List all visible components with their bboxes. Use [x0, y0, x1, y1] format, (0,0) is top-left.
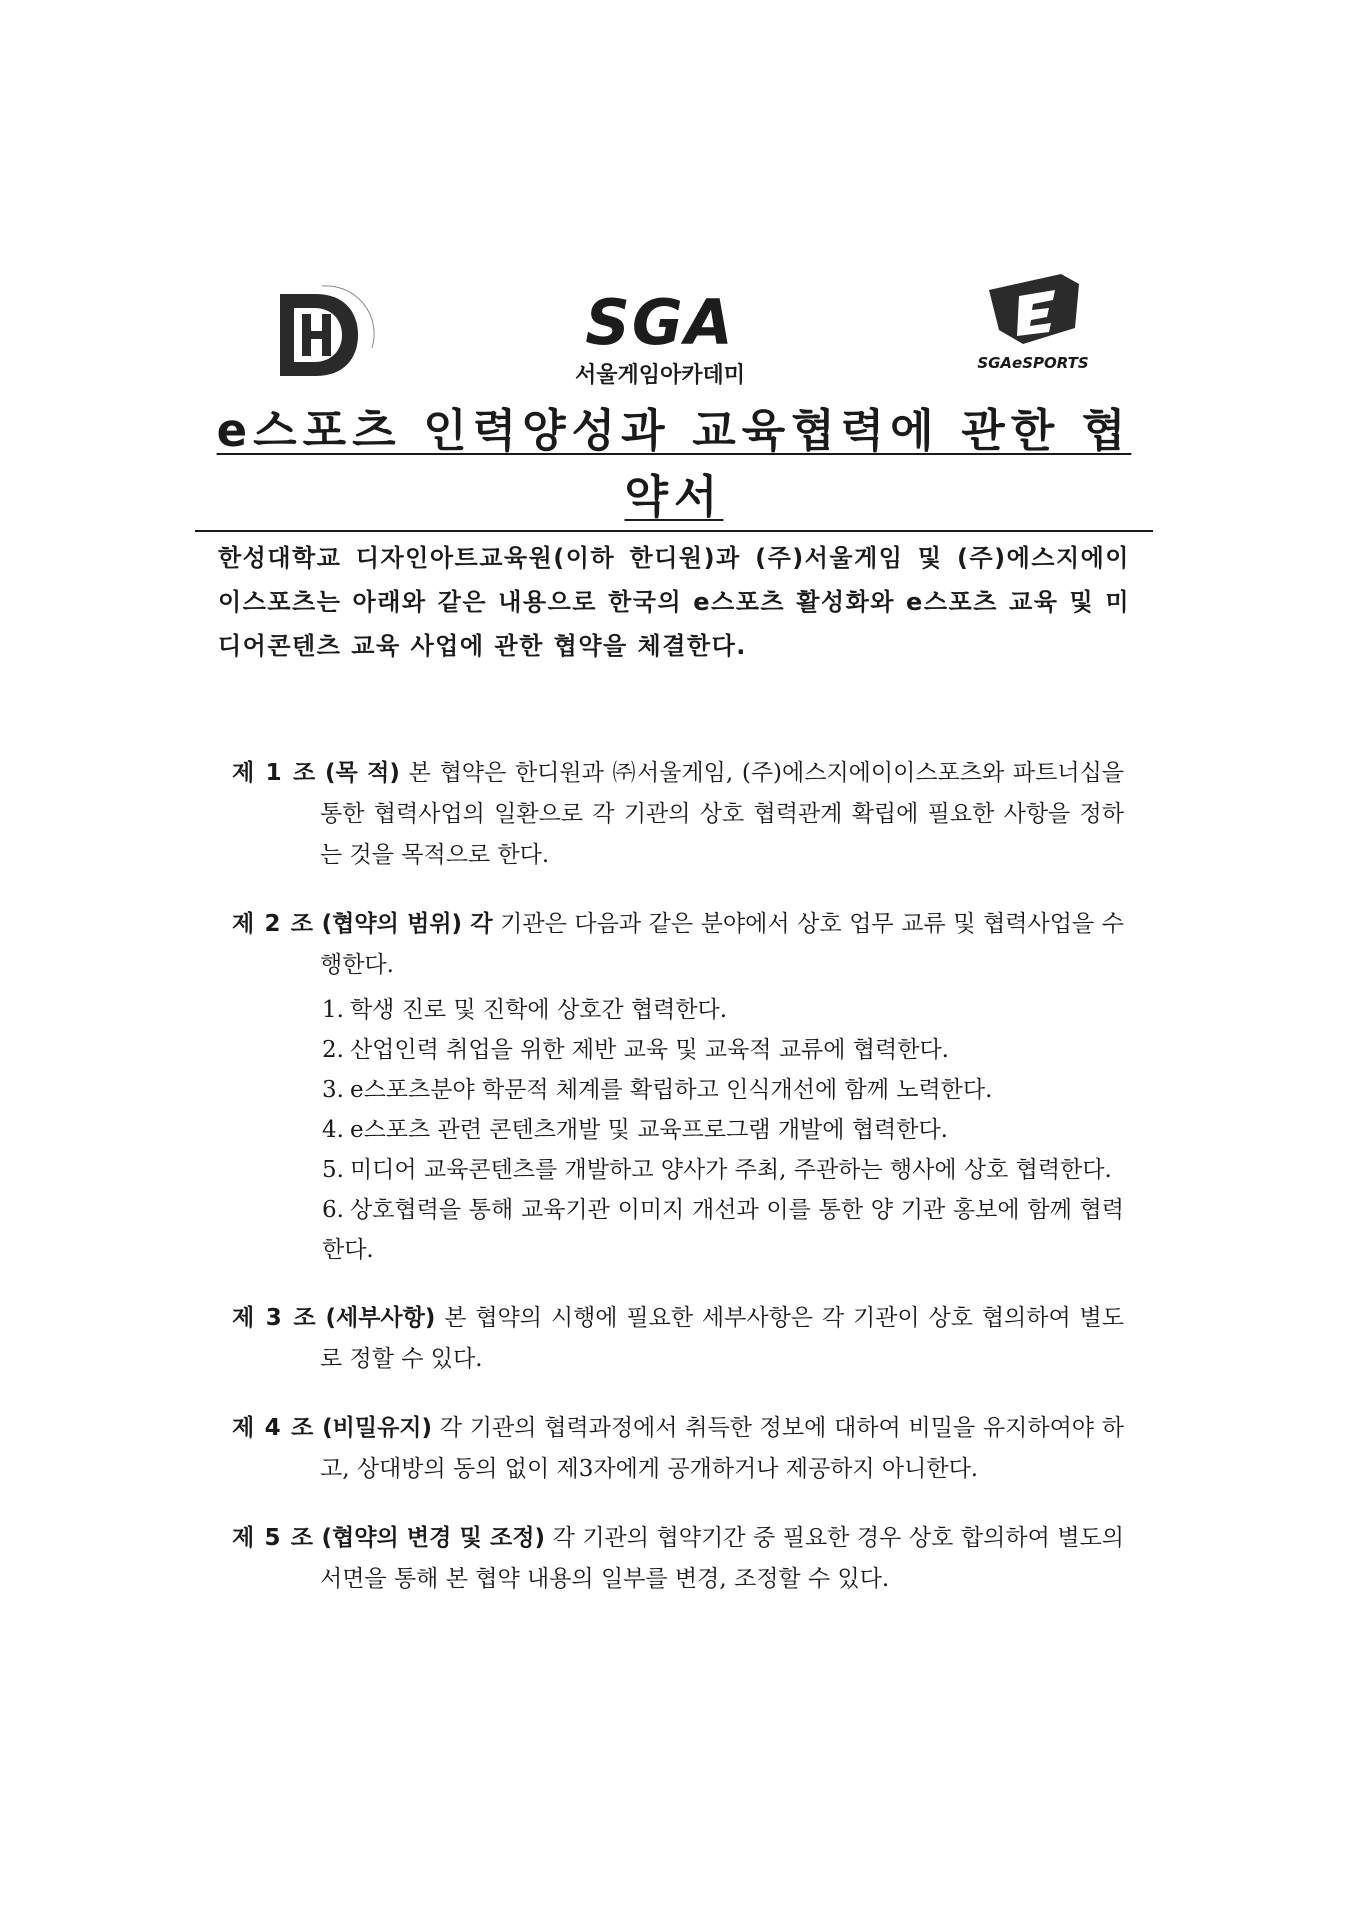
list-item — [322, 1190, 1124, 1270]
article-body: 기관은 다음과 같은 분야에서 상호 업무 교류 및 협력사업을 수행한다. — [320, 911, 1124, 978]
sga-subtitle: 서울게임아카데미 — [574, 363, 746, 388]
article-2-items — [320, 990, 1124, 1270]
article-heading: (비밀유지) — [322, 1415, 433, 1441]
item-number: 1. — [322, 997, 344, 1023]
title-block — [195, 398, 1153, 532]
article-5 — [232, 1518, 1124, 1600]
article-heading: (목 적) — [325, 760, 400, 786]
intro-paragraph: 한성대학교 디자인아트교육원(이하 한디원)과 (주)서울게임 및 (주)에스지에이이스포츠는 아래와 같은 내용으로 한국의 e스포츠 활성화와 e스포츠 교육 및 미디어콘텐츠 교육 사업에 관한 협약을 체결한다. — [218, 544, 1130, 660]
sga-logo — [540, 286, 780, 390]
item-text: e스포츠 관련 콘텐츠개발 및 교육프로그램 개발에 협력한다. — [349, 1117, 948, 1143]
article-body: 본 협약의 시행에 필요한 세부사항은 각 기관이 상호 협의하여 별도로 정할 수 있다. — [320, 1305, 1124, 1372]
item-number: 6. — [322, 1197, 344, 1223]
article-label: 제 1 조 — [232, 760, 317, 786]
list-item — [322, 1110, 1124, 1150]
article-3 — [232, 1298, 1124, 1380]
article-body: 본 협약은 한디원과 ㈜서울게임, (주)에스지에이이스포츠와 파트너십을 통한 협력사업의 일환으로 각 기관의 상호 협력관계 확립에 필요한 사항을 정하는 것을 목적으로 한다. — [320, 760, 1125, 868]
item-text: 산업인력 취업을 위한 제반 교육 및 교육적 교류에 협력한다. — [349, 1037, 949, 1063]
article-body: 각 기관의 협약기간 중 필요한 경우 상호 합의하여 별도의 서면을 통해 본 협약 내용의 일부를 변경, 조정할 수 있다. — [320, 1525, 1124, 1592]
item-text: 상호협력을 통해 교육기관 이미지 개선과 이를 통한 양 기관 홍보에 함께 협력한다. — [322, 1197, 1124, 1263]
item-number: 2. — [322, 1037, 344, 1063]
hansung-emblem-icon — [272, 278, 382, 388]
item-text: e스포츠분야 학문적 체계를 확립하고 인식개선에 함께 노력한다. — [349, 1077, 993, 1103]
article-2 — [232, 904, 1124, 1270]
document-title: e스포츠 인력양성과 교육협력에 관한 협약서 — [216, 404, 1132, 523]
sga-esports-logo — [968, 270, 1098, 380]
list-item — [322, 990, 1124, 1030]
article-label: 제 4 조 — [232, 1415, 315, 1441]
item-number: 5. — [322, 1157, 344, 1183]
article-heading: (세부사항) — [325, 1305, 436, 1331]
sga-esports-label: SGAeSPORTS — [977, 354, 1089, 372]
hansung-university-logo — [272, 278, 382, 388]
list-item — [322, 1030, 1124, 1070]
article-heading: (협약의 변경 및 조정) — [321, 1525, 546, 1551]
item-number: 3. — [322, 1077, 344, 1103]
logo-row — [0, 270, 1356, 390]
article-heading: (협약의 범위) 각 — [321, 911, 493, 937]
article-label: 제 5 조 — [232, 1525, 314, 1551]
item-number: 4. — [322, 1117, 344, 1143]
list-item — [322, 1150, 1124, 1190]
item-text: 학생 진로 및 진학에 상호간 협력한다. — [349, 997, 728, 1023]
article-label: 제 2 조 — [232, 911, 315, 937]
article-4 — [232, 1408, 1124, 1490]
article-label: 제 3 조 — [232, 1305, 317, 1331]
article-2-text — [232, 904, 1124, 986]
esports-emblem-icon — [983, 270, 1083, 348]
list-item — [322, 1070, 1124, 1110]
item-text: 미디어 교육콘텐츠를 개발하고 양사가 주최, 주관하는 행사에 상호 협력한다. — [349, 1157, 1112, 1183]
article-1 — [232, 753, 1124, 876]
article-body: 각 기관의 협력과정에서 취득한 정보에 대하여 비밀을 유지하여야 하고, 상대방의 동의 없이 제3자에게 공개하거나 제공하지 아니한다. — [320, 1415, 1124, 1482]
articles-section — [232, 753, 1124, 1628]
sga-wordmark: SGA — [585, 286, 735, 359]
